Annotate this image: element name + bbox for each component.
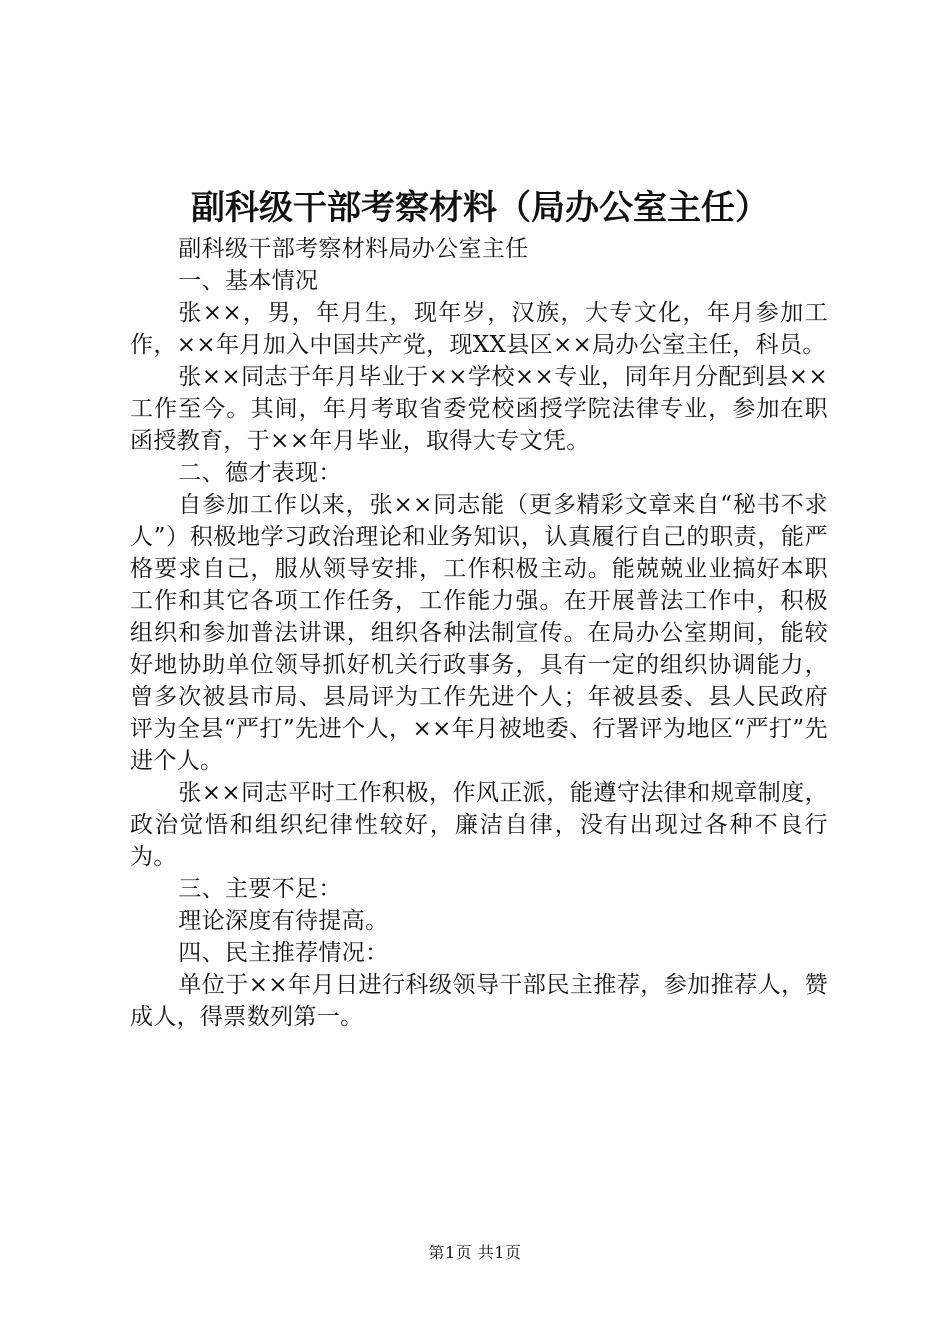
paragraph-shortcomings: 理论深度有待提高。	[178, 908, 389, 934]
section-heading-shortcomings: 三、主要不足：	[178, 876, 342, 902]
document-title: 副科级干部考察材料（局办公室主任）	[191, 188, 769, 228]
paragraph-education: 张××同志于年月毕业于××学校××专业，同年月分配到县××工作至今。其间，年月考取省委党校函授学院法律专业，参加在职函授教育，于××年月毕业，取得大专文凭。	[130, 364, 828, 454]
page-number-footer: 第1页 共1页	[428, 1243, 522, 1262]
paragraph-subtitle: 副科级干部考察材料局办公室主任	[178, 236, 529, 262]
document-body	[130, 233, 828, 1033]
section-heading-recommendation: 四、民主推荐情况：	[178, 940, 389, 966]
section-heading-basic-info: 一、基本情况	[178, 268, 319, 294]
paragraph-conduct: 张××同志平时工作积极，作风正派，能遵守法律和规章制度，政治觉悟和组织纪律性较好，廉洁自律，没有出现过各种不良行为。	[130, 780, 828, 870]
section-heading-performance: 二、德才表现：	[178, 460, 342, 486]
paragraph-performance: 自参加工作以来，张××同志能（更多精彩文章来自“秘书不求人”）积极地学习政治理论和业务知识，认真履行自己的职责，能严格要求自己，服从领导安排，工作积极主动。能兢兢业业搞好本职工作和其它各项工作任务，工作能力强。在开展普法工作中，积极组织和参加普法讲课，组织各种法制宣传。在局办公室期间，能较好地协助单位领导抓好机关行政事务，具有一定的组织协调能力，曾多次被县市局、县局评为工作先进个人；年被县委、县人民政府评为全县“严打”先进个人，××年月被地委、行署评为地区“严打”先进个人。	[130, 492, 828, 774]
paragraph-recommendation: 单位于××年月日进行科级领导干部民主推荐，参加推荐人，赞成人，得票数列第一。	[130, 972, 828, 1030]
paragraph-basic-info: 张××，男，年月生，现年岁，汉族，大专文化，年月参加工作，××年月加入中国共产党，现XX县区××局办公室主任，科员。	[130, 300, 828, 358]
